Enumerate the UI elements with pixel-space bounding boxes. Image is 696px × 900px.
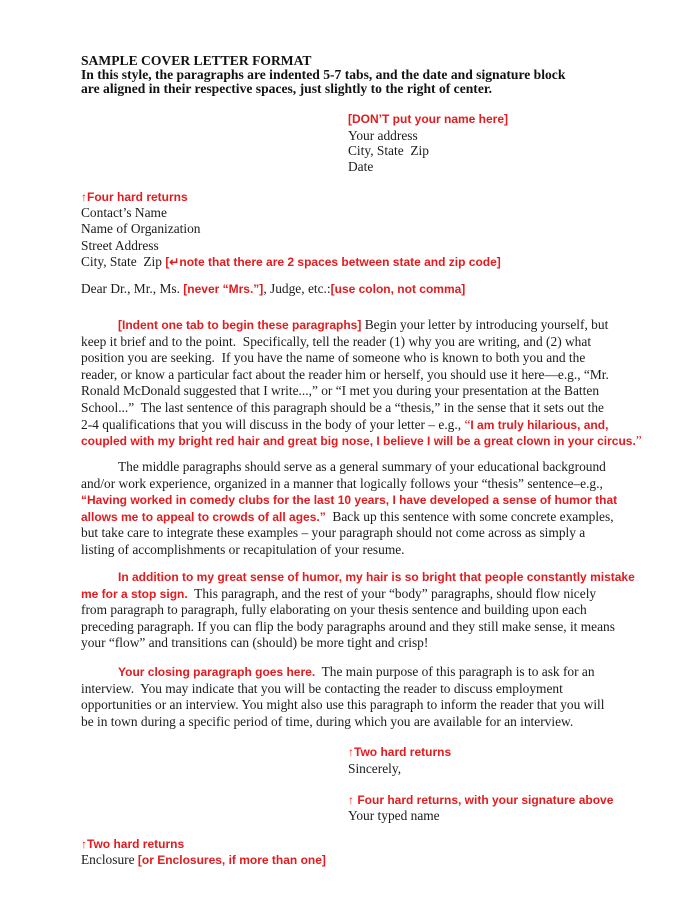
letter-text: be in town during a specific period of time, during which you are available for an interview. <box>81 713 574 729</box>
letter-text: but take care to integrate these examples – your paragraph should not come across as simply a <box>81 525 586 541</box>
letter-text: Dear Dr., Mr., Ms. <box>81 281 184 296</box>
letter-text: City, State Zip <box>81 253 166 269</box>
annotation-quote: “ <box>464 416 471 432</box>
text-line <box>81 317 642 334</box>
annotation-text: [↵note that there are 2 spaces between state and zip code] <box>165 254 501 269</box>
annotation-text: ↑Two hard returns <box>348 745 452 759</box>
annotation-text: [use colon, not comma] <box>330 282 466 296</box>
text-line <box>348 792 613 809</box>
annotation-text: ↑ Four hard returns, with your signature above <box>348 792 614 807</box>
text-line <box>81 367 642 384</box>
text-line <box>81 635 635 652</box>
text-line <box>348 128 508 144</box>
paragraph-closing <box>81 664 605 730</box>
annotation-text: In addition to my great sense of humor, my hair is so bright that people constantly mistake <box>118 570 635 584</box>
heading-text: are aligned in their respective spaces, just slightly to the right of center. <box>81 81 493 97</box>
annotation-quote: ” <box>635 433 642 449</box>
text-line <box>81 836 326 852</box>
letter-text: This paragraph, and the rest of your “body” paragraphs, should flow nicely <box>187 585 597 601</box>
text-line <box>81 602 635 619</box>
text-line <box>81 697 605 714</box>
text-line <box>81 476 617 493</box>
letter-text: Enclosure <box>81 852 138 868</box>
text-line <box>81 417 642 434</box>
letter-text: keep it brief and to the point. Specifically, tell the reader (1) why you are writing, and (2) what <box>81 333 592 349</box>
text-line <box>81 714 605 731</box>
annotation-text: “Having worked in comedy clubs for the last 10 years, I have developed a sense of humor that <box>81 493 618 508</box>
format-header <box>81 54 565 97</box>
text-line <box>81 525 617 542</box>
annotation-text: me for a stop sign. <box>81 586 188 601</box>
text-line <box>81 492 617 509</box>
paragraph-middle <box>81 459 617 559</box>
text-line <box>81 509 617 526</box>
text-line <box>81 459 617 476</box>
letter-text: from paragraph to paragraph, fully elaborating on your thesis sentence and building upon each <box>81 602 587 618</box>
annotation-text: ↑Four hard returns <box>81 190 188 204</box>
letter-text: The middle paragraphs should serve as a general summary of your educational background <box>118 459 606 474</box>
letter-text: Begin your letter by introducing yourself, but <box>361 317 609 332</box>
letter-text: The main purpose of this paragraph is to ask for an <box>315 664 595 679</box>
text-line <box>81 82 565 96</box>
text-line <box>81 542 617 559</box>
letter-text: opportunities or an interview. You might also use this paragraph to inform the reader that you will <box>81 697 605 713</box>
letter-text: Sincerely, <box>348 760 402 776</box>
enclosure-block <box>81 836 326 868</box>
annotation-text: [or Enclosures, if more than one] <box>137 853 326 868</box>
text-line <box>348 143 508 159</box>
recipient-address-block <box>81 189 501 270</box>
text-line <box>81 383 642 400</box>
text-line <box>81 433 642 450</box>
annotation-text: allows me to appeal to crowds of all ages.” <box>81 509 326 524</box>
text-line <box>81 54 565 68</box>
text-line <box>81 254 501 270</box>
text-line <box>81 68 565 82</box>
paragraph-body <box>81 569 635 652</box>
text-line <box>81 205 501 221</box>
text-line <box>81 664 605 681</box>
letter-text: and/or work experience, organized in a manner that logically follows your “thesis” sentence–e.g., <box>81 475 603 491</box>
text-line <box>81 619 635 636</box>
text-line <box>81 681 605 698</box>
letter-text: Date <box>348 159 374 175</box>
letter-text: Back up this sentence with some concrete examples, <box>325 508 614 524</box>
text-line <box>348 111 508 128</box>
annotation-text: coupled with my bright red hair and great big nose, I believe I will be a great clown in your circus. <box>81 434 636 449</box>
annotation-text: I am truly hilarious, and, <box>470 417 609 432</box>
letter-text: 2-4 qualifications that you will discuss in the body of your letter – e.g., <box>81 416 465 432</box>
annotation-text: Your closing paragraph goes here. <box>118 665 316 679</box>
letter-text: reader, or know a particular fact about the reader him or herself, you should use it here—e.g., “Mr. <box>81 366 609 382</box>
heading-text: SAMPLE COVER LETTER FORMAT <box>81 53 312 68</box>
letter-text: Your address <box>348 127 418 143</box>
text-line <box>348 744 613 761</box>
letter-text: preceding paragraph. If you can flip the body paragraphs around and they still make sense, it means <box>81 618 615 634</box>
sender-address-block <box>348 111 508 175</box>
text-line <box>348 159 508 175</box>
letter-text: your “flow” and transitions can (should) be more tight and crisp! <box>81 635 429 651</box>
text-line <box>81 400 642 417</box>
letter-text: interview. You may indicate that you will be contacting the reader to discuss employment <box>81 680 563 696</box>
text-line <box>348 776 613 792</box>
signature-block <box>348 744 613 824</box>
annotation-text: [never “Mrs.”] <box>183 282 264 296</box>
letter-text: listing of accomplishments or recapitulation of your resume. <box>81 541 405 557</box>
letter-text: Contact’s Name <box>81 205 167 221</box>
letter-text: position you are seeking. If you have the name of someone who is known to both you and the <box>81 350 586 366</box>
paragraph-intro <box>81 317 642 450</box>
annotation-text: ↑Two hard returns <box>81 837 185 851</box>
annotation-text: [DON’T put your name here] <box>348 112 509 126</box>
text-line <box>81 586 635 603</box>
letter-text: Your typed name <box>348 808 440 824</box>
text-line <box>81 334 642 351</box>
text-line <box>81 569 635 586</box>
letter-text: , Judge, etc.: <box>263 281 331 296</box>
text-line <box>81 238 501 254</box>
letter-text: City, State Zip <box>348 143 429 159</box>
letter-text: Name of Organization <box>81 221 201 237</box>
letter-text: Street Address <box>81 237 159 253</box>
text-line <box>81 221 501 237</box>
text-line <box>81 852 326 868</box>
letter-text: School...” The last sentence of this paragraph should be a “thesis,” in the sense that it sets out the <box>81 399 604 415</box>
salutation-line <box>81 281 465 297</box>
text-line <box>81 281 465 297</box>
letter-text: Ronald McDonald suggested that I write...,” or “I met you during your presentation at the Batten <box>81 383 600 399</box>
text-line <box>81 189 501 205</box>
annotation-text: [Indent one tab to begin these paragraphs] <box>118 318 362 332</box>
heading-text: In this style, the paragraphs are indented 5-7 tabs, and the date and signature block <box>81 67 566 83</box>
text-line <box>348 808 613 824</box>
text-line <box>81 350 642 367</box>
text-line <box>348 761 613 777</box>
